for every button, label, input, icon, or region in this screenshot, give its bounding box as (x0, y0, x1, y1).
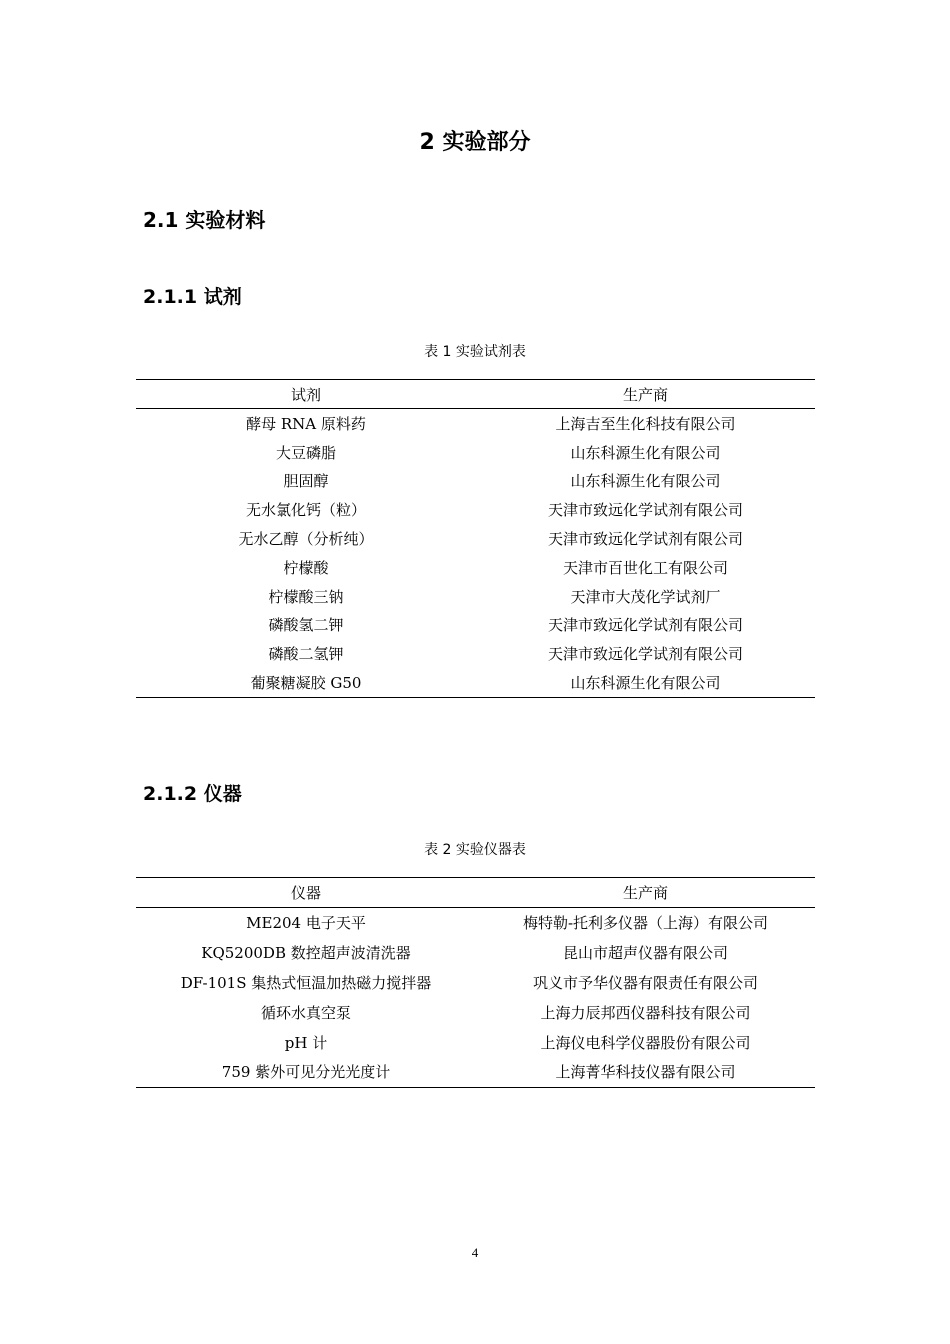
reagent-cell: 无水氯化钙（粒） (245, 501, 366, 520)
manufacturer-cell: 山东科源生化有限公司 (570, 472, 721, 491)
instrument-cell: ME204 电子天平 (246, 914, 366, 933)
reagent-cell: 酵母 RNA 原料药 (246, 414, 366, 433)
manufacturer-cell: 上海吉至生化科技有限公司 (555, 414, 736, 433)
manufacturer-cell: 上海仪电科学仪器股份有限公司 (540, 1033, 751, 1052)
section-title: 2 实验部分 (419, 130, 531, 155)
manufacturer-cell: 天津市致远化学试剂有限公司 (547, 530, 743, 549)
manufacturer-cell: 山东科源生化有限公司 (570, 443, 721, 462)
instrument-cell: DF-101S 集热式恒温加热磁力搅拌器 (180, 973, 432, 992)
manufacturer-cell: 天津市致远化学试剂有限公司 (547, 645, 743, 664)
table-header-row (136, 878, 815, 908)
table-row (136, 968, 815, 998)
table-row (136, 553, 815, 582)
manufacturer-cell: 天津市致远化学试剂有限公司 (547, 501, 743, 520)
manufacturer-cell: 山东科源生化有限公司 (570, 674, 721, 693)
reagent-cell: 磷酸二氢钾 (268, 645, 344, 664)
instrument-cell: 循环水真空泵 (260, 1003, 351, 1022)
table-row (136, 938, 815, 968)
manufacturer-cell: 巩义市予华仪器有限责任有限公司 (532, 973, 758, 992)
table-row (136, 668, 815, 697)
instrument-cell: pH 计 (284, 1033, 328, 1052)
table-row (136, 524, 815, 553)
reagents-table-caption: 表 1 实验试剂表 (424, 344, 526, 360)
instruments-heading: 2.1.2 仪器 (143, 783, 242, 805)
table-header-row (136, 380, 815, 409)
reagents-table (136, 379, 815, 698)
reagent-cell: 柠檬酸 (283, 558, 329, 577)
manufacturer-cell: 上海力辰邦西仪器科技有限公司 (540, 1003, 751, 1022)
column-header-instrument: 仪器 (290, 884, 321, 902)
manufacturer-cell: 梅特勒-托利多仪器（上海）有限公司 (522, 914, 769, 933)
reagent-cell: 葡聚糖凝胶 G50 (250, 674, 362, 693)
column-header-manufacturer: 生产商 (622, 884, 668, 902)
table-row (136, 467, 815, 496)
reagent-cell: 无水乙醇（分析纯） (238, 530, 374, 549)
manufacturer-cell: 天津市百世化工有限公司 (562, 558, 728, 577)
page-number: 4 (471, 1245, 479, 1260)
manufacturer-cell: 天津市大茂化学试剂厂 (570, 587, 721, 606)
reagent-cell: 磷酸氢二钾 (268, 616, 344, 635)
reagents-heading: 2.1.1 试剂 (143, 286, 242, 308)
table-row (136, 438, 815, 467)
instruments-table-caption: 表 2 实验仪器表 (424, 842, 526, 858)
table-row (136, 997, 815, 1027)
reagent-cell: 胆固醇 (283, 472, 329, 491)
table-row (136, 1027, 815, 1057)
reagent-cell: 大豆磷脂 (275, 443, 336, 462)
subsection-title: 2.1 实验材料 (143, 208, 266, 232)
column-header-reagent: 试剂 (290, 385, 321, 404)
manufacturer-cell: 昆山市超声仪器有限公司 (562, 944, 728, 963)
reagent-cell: 柠檬酸三钠 (268, 587, 344, 606)
instrument-cell: KQ5200DB 数控超声波清洗器 (201, 944, 411, 963)
table-row (136, 611, 815, 640)
table-row (136, 639, 815, 668)
instruments-table (136, 877, 815, 1088)
table-row (136, 1057, 815, 1087)
table-row (136, 409, 815, 438)
instrument-cell: 759 紫外可见分光光度计 (221, 1063, 391, 1082)
table-row (136, 582, 815, 611)
manufacturer-cell: 上海菁华科技仪器有限公司 (555, 1063, 736, 1082)
table-row (136, 908, 815, 938)
table-row (136, 495, 815, 524)
column-header-manufacturer: 生产商 (622, 385, 668, 404)
manufacturer-cell: 天津市致远化学试剂有限公司 (547, 616, 743, 635)
